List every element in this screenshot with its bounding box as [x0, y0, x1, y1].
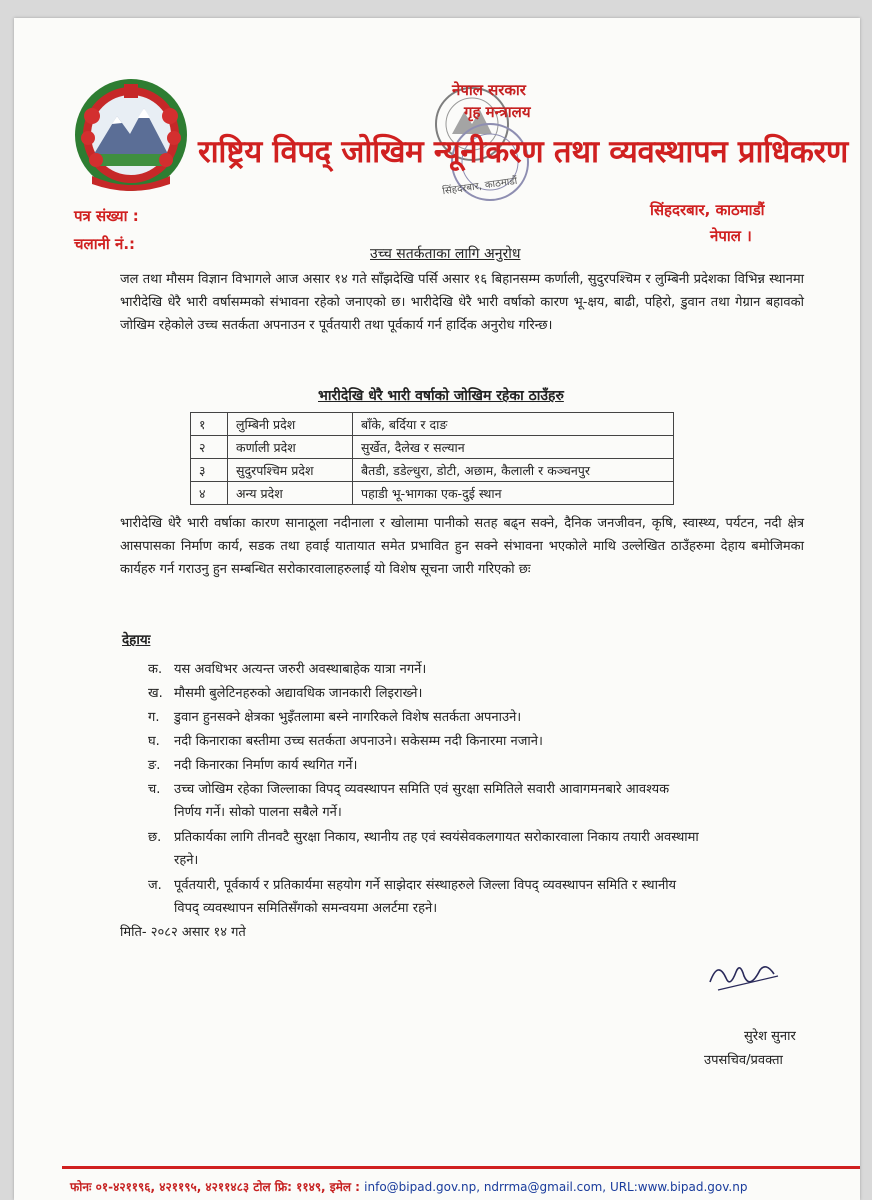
instruction-item — [148, 874, 804, 920]
places-cell: बैतडी, डडेल्धुरा, डोटी, अछाम, कैलाली र कञ्चनपुर — [353, 459, 674, 482]
table-row — [191, 459, 674, 482]
organization-title: राष्ट्रिय विपद् जोखिम न्यूनीकरण तथा व्यवस्थापन प्राधिकरण — [198, 134, 849, 170]
instruction-label: छ. — [148, 830, 162, 845]
province-cell: अन्य प्रदेश — [228, 482, 353, 505]
instruction-label: ङ. — [148, 758, 161, 773]
footer-contact — [70, 1178, 860, 1195]
instruction-label: ज. — [148, 878, 162, 893]
table-row — [191, 436, 674, 459]
instruction-item — [148, 706, 804, 729]
instruction-text: मौसमी बुलेटिनहरुको अद्यावधिक जानकारी लिइराख्ने। — [174, 686, 423, 701]
instruction-text: पूर्वतयारी, पूर्वकार्य र प्रतिकार्यमा सहयोग गर्ने साझेदार संस्थाहरुले जिल्ला विपद् व्यवस्थापन समिति र स्थानीय — [174, 878, 677, 893]
footer-phone: फोनः ०१-४२११९६, ४२११९५, ४२११४८३ टोल फ्रि: ११४९, इमेल : — [70, 1180, 360, 1194]
instruction-label: ग. — [148, 710, 160, 725]
letter-date: मिति- २०८२ असार १४ गते — [120, 925, 246, 940]
letter-subject: उच्च सतर्कताका लागि अनुरोध — [370, 246, 521, 262]
instruction-item — [148, 754, 804, 777]
instruction-label: ख. — [148, 686, 163, 701]
province-cell: कर्णाली प्रदेश — [228, 436, 353, 459]
footer-email-url: info@bipad.gov.np, ndrrma@gmail.com, URL:www.bipad.gov.np — [364, 1180, 748, 1194]
instruction-item — [148, 730, 804, 753]
instruction-label: घ. — [148, 734, 160, 749]
instruction-continuation: विपद् व्यवस्थापन समितिसँगको समन्वयमा अलर्टमा रहने। — [174, 901, 438, 916]
gov-name: नेपाल सरकार — [452, 81, 526, 99]
places-cell: पहाडी भू-भागका एक-दुई स्थान — [353, 482, 674, 505]
instruction-item — [148, 682, 804, 705]
address-line2: नेपाल । — [710, 227, 752, 245]
instruction-text: उच्च जोखिम रहेका जिल्लाका विपद् व्यवस्थापन समिति एवं सुरक्षा समितिले सवारी आवागमनबारे आवश्यक — [174, 782, 670, 797]
row-number: ३ — [191, 459, 228, 482]
letter-page — [14, 18, 860, 1200]
instruction-text: नदी किनाराका बस्तीमा उच्च सतर्कता अपनाउने। सकेसम्म नदी किनारमा नजाने। — [174, 734, 543, 749]
places-cell: बाँके, बर्दिया र दाङ — [353, 413, 674, 436]
instruction-continuation: रहने। — [174, 853, 199, 868]
row-number: २ — [191, 436, 228, 459]
paragraph-notice: भारीदेखि धेरै भारी वर्षाका कारण सानाठूला नदीनाला र खोलामा पानीको सतह बढ्न सक्ने, दैनिक जनजीवन, कृषि, स्वास्थ्य, पर्यटन, नदी क्षेत्र आसपासका निर्माण कार्य, सडक तथा हवाई यातायात समेत प्रभावित हुन सक्ने संभावना भएकोले माथि उल्लेखित ठाउँहरुमा देहाय बमोजिमका कार्यहरु गर्न गराउनु हुन सम्बन्धित सरोकारवालाहरुलाई यो विशेष सूचना जारी गरिएको छः — [120, 516, 804, 577]
table-row — [191, 482, 674, 505]
footer-divider — [62, 1166, 860, 1169]
patra-sankhya-label: पत्र संख्या : — [74, 207, 139, 225]
risk-places-table — [190, 412, 674, 505]
instruction-item — [148, 658, 804, 681]
instruction-text: यस अवधिभर अत्यन्त जरुरी अवस्थाबाहेक यात्रा नगर्ने। — [174, 662, 427, 677]
ministry-name: गृह मन्त्रालय — [464, 103, 531, 121]
instruction-text: डुवान हुनसक्ने क्षेत्रका भुइँतलामा बस्ने नागरिकले विशेष सतर्कता अपनाउने। — [174, 710, 522, 725]
instruction-item — [148, 778, 804, 824]
dehay-heading: देहायः — [122, 632, 151, 648]
instruction-continuation: निर्णय गर्ने। सोको पालना सबैले गर्ने। — [174, 805, 342, 820]
instruction-text: प्रतिकार्यका लागि तीनवटै सुरक्षा निकाय, स्थानीय तह एवं स्वयंसेवकलगायत सरोकारवाला निकाय तयारी अवस्थामा — [174, 830, 699, 845]
province-cell: सुदुरपश्चिम प्रदेश — [228, 459, 353, 482]
instruction-label: क. — [148, 662, 163, 677]
province-cell: लुम्बिनी प्रदेश — [228, 413, 353, 436]
row-number: ४ — [191, 482, 228, 505]
address-line1: सिंहदरबार, काठमाडौं — [650, 201, 765, 219]
row-number: १ — [191, 413, 228, 436]
instruction-item — [148, 826, 804, 872]
instruction-label: च. — [148, 782, 161, 797]
instruction-text: नदी किनारका निर्माण कार्य स्थगित गर्ने। — [174, 758, 358, 773]
seal-location-text: सिंहदरबार, काठमाडौं — [441, 175, 519, 198]
table-row — [191, 413, 674, 436]
risk-table-title: भारीदेखि धेरै भारी वर्षाको जोखिम रहेका ठाउँहरु — [318, 388, 564, 404]
signatory-title: उपसचिव/प्रवक्ता — [704, 1053, 783, 1068]
handwritten-signature-icon — [704, 954, 784, 1000]
nepal-emblem-icon — [72, 76, 190, 194]
signatory-name: सुरेश सुनार — [744, 1029, 796, 1044]
chalani-number-label: चलानी नं.: — [74, 235, 136, 253]
places-cell: सुर्खेत, दैलेख र सल्यान — [353, 436, 674, 459]
paragraph-intro: जल तथा मौसम विज्ञान विभागले आज असार १४ गते साँझदेखि पर्सि असार १६ बिहानसम्म कर्णाली, सुदुरपश्चिम र लुम्बिनी प्रदेशका विभिन्न स्थानमा भारीदेखि धेरै भारी वर्षासम्मको संभावना रहेको जनाएको छ। भारीदेखि धेरै भारी वर्षाको कारण भू-क्षय, बाढी, पहिरो, डुवान तथा गेग्रान बहावको जोखिम रहेकोले उच्च सतर्कता अपनाउन र पूर्वतयारी तथा पूर्वकार्य गर्न हार्दिक अनुरोध गरिन्छ। — [120, 272, 804, 333]
